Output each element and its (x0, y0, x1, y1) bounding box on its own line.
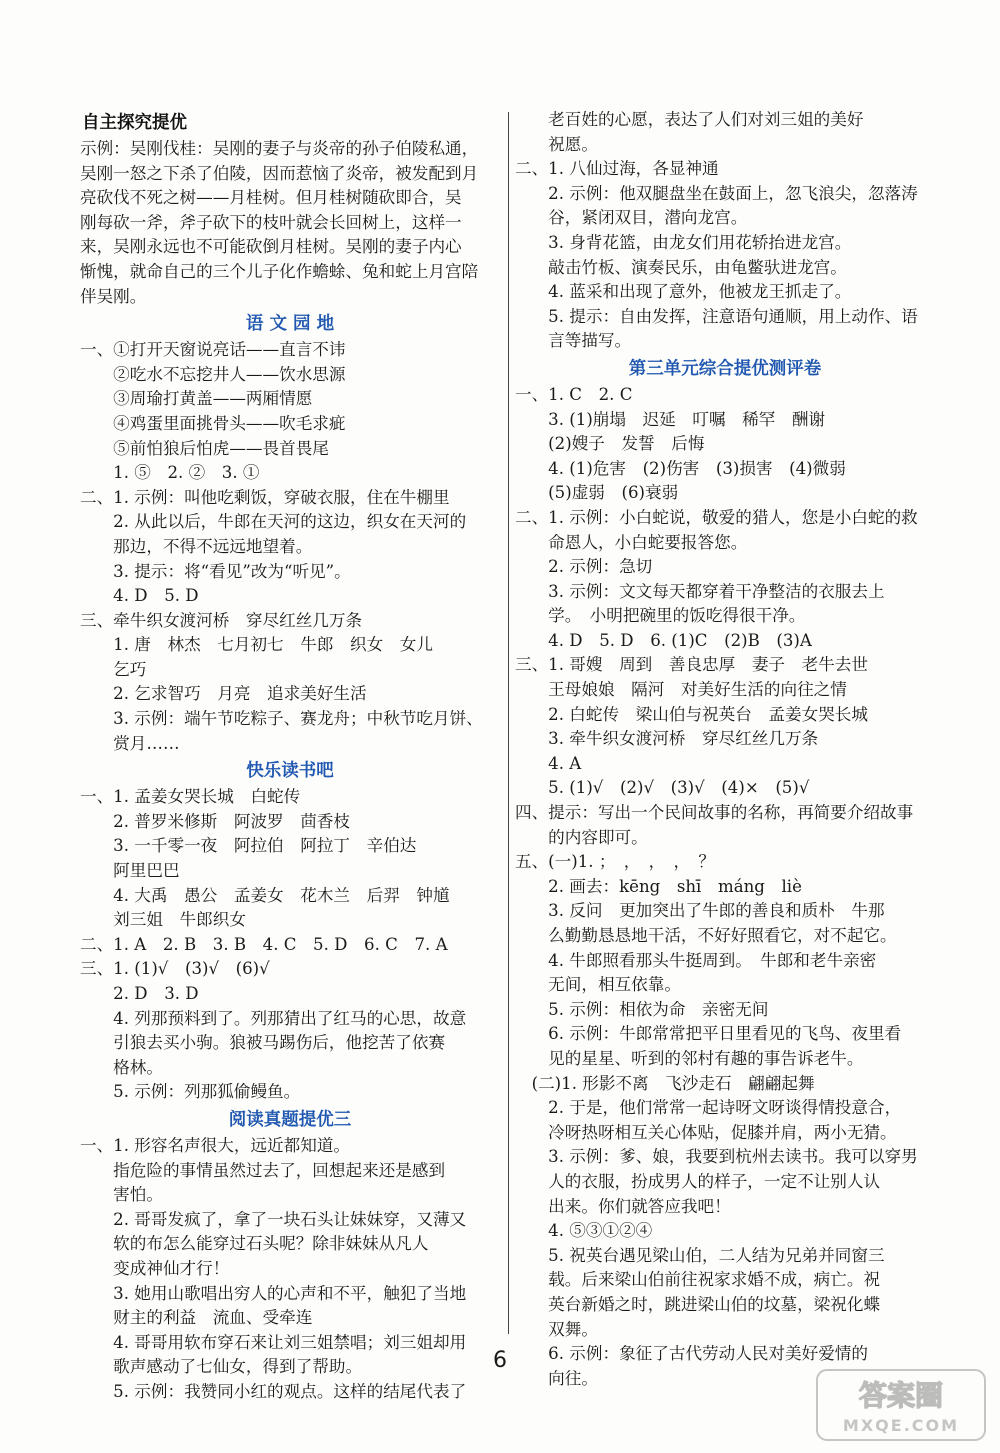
answer-line: 刘三姐 牛郎织女 (80, 910, 246, 930)
answer-line: 二、1. 示例：小白蛇说，敬爱的猎人，您是小白蛇的救 (515, 507, 918, 527)
answer-line: 一、1. 孟姜女哭长城 白蛇传 (80, 787, 301, 807)
answer-line: 2. 哥哥发疯了，拿了一块石头让妹妹穿，又薄又 (80, 1209, 467, 1229)
answer-line: 学。 小明把碗里的饭吃得很干净。 (515, 606, 806, 626)
answer-line: 2. 普罗米修斯 阿波罗 茴香枝 (80, 811, 351, 831)
section-heading: 自主探究提优 (82, 113, 187, 133)
answer-line: 吴刚一怒之下杀了伯陵，因而惹恼了炎帝，被发配到月 (80, 163, 479, 183)
answer-line: 向往。 (515, 1368, 598, 1388)
answer-line: 言等描写。 (515, 331, 632, 351)
answer-line: 2. 从此以后，牛郎在天河的这边，织女在天河的 (80, 512, 467, 532)
answer-line: 么勤勤恳恳地干活，不好好照看它，对不起它。 (515, 926, 897, 945)
answer-line: 4. (1)危害 (2)伤害 (3)损害 (4)微弱 (515, 458, 846, 478)
answer-line: 二、1. A 2. B 3. B 4. C 5. D 6. C 7. A (80, 934, 448, 954)
answer-line: 来，吴刚永远也不可能砍倒月桂树。吴刚的妻子内心 (80, 237, 462, 257)
answer-line: 3. 身背花篮，由龙女们用花轿抬进龙宫。 (515, 232, 852, 252)
answer-line: 害怕。 (80, 1185, 163, 1205)
answer-line: (2)嫂子 发誓 后悔 (515, 434, 705, 454)
answer-line: 4. 牛郎照看那头牛挺周到。 牛郎和老牛亲密 (515, 950, 877, 970)
answer-line: 四、提示：写出一个民间故事的名称，再简要介绍故事 (515, 803, 914, 823)
column-divider (508, 112, 509, 1334)
section-heading: 语 文 园 地 (245, 314, 335, 335)
answer-line: 出来。你们就答应我吧！ (515, 1196, 731, 1216)
answer-line: 五、(一)1. ； ， ， ， ？ (515, 852, 715, 872)
watermark-logo (816, 1369, 986, 1441)
answer-line: 双舞。 (515, 1319, 598, 1339)
answer-line: 3. 提示：将“看见”改为“听见”。 (80, 561, 351, 581)
answer-line: ④鸡蛋里面挑骨头——吹毛求疵 (80, 413, 346, 433)
answer-line: 2. 于是，他们常常一起诗呀文呀谈得情投意合， (515, 1098, 902, 1118)
section-heading: 快乐读书吧 (246, 761, 334, 782)
answer-line: 4. D 5. D 6. (1)C (2)B (3)A (515, 630, 812, 650)
answer-line: 那边，不得不远远地望着。 (80, 536, 313, 556)
page-number: 6 (493, 1348, 507, 1373)
answer-line: 变成神仙才行！ (80, 1258, 230, 1278)
watermark-bottom: MXQE.COM (842, 1416, 960, 1435)
answer-line: 乞巧 (80, 659, 147, 679)
answer-line: 6. 示例：牛郎常常把平日里看见的飞鸟、夜里看 (515, 1024, 902, 1044)
answer-line: 人的衣服，扮成男人的样子，一定不让别人认 (515, 1171, 881, 1191)
answer-line: 3. 示例：文文每天都穿着干净整洁的衣服去上 (515, 581, 885, 601)
answer-line: 三、1. 哥嫂 周到 善良忠厚 妻子 老牛去世 (515, 655, 868, 675)
answer-line: 软的布怎么能穿过石头呢？除非妹妹从凡人 (80, 1234, 429, 1254)
answer-line: 5. 示例：我赞同小红的观点。这样的结尾代表了 (80, 1381, 467, 1401)
answer-line: 4. 列那预料到了。列那猜出了红马的心思，故意 (80, 1008, 467, 1028)
answer-line: (二)1. 形影不离 飞沙走石 翩翩起舞 (515, 1073, 815, 1093)
answer-line: ②吃水不忘挖井人——饮水思源 (80, 364, 346, 384)
answer-line: 3. 反问 更加突出了牛郎的善良和质朴 牛那 (515, 901, 885, 921)
answer-line: 4. 哥哥用软布穿石来让刘三姐禁唱；刘三姐却用 (80, 1332, 467, 1352)
answer-line: 命恩人，小白蛇要报答您。 (515, 532, 748, 552)
answer-line: 示例：吴刚伐桂：吴刚的妻子与炎帝的孙子伯陵私通， (80, 139, 479, 158)
answer-line: 老百姓的心愿，表达了人们对刘三姐的美好 (515, 110, 864, 129)
answer-line: 6. 示例：象征了古代劳动人民对美好爱情的 (515, 1344, 868, 1364)
answer-line: 二、1. 八仙过海，各显神通 (515, 159, 719, 179)
answer-line: 2. 乞求智巧 月亮 追求美好生活 (80, 684, 367, 704)
watermark-top: 答案圈 (858, 1379, 944, 1412)
answer-line: 3. 她用山歌唱出穷人的心声和不平，触犯了当地 (80, 1283, 467, 1303)
answer-line: 4. 大禹 愚公 孟姜女 花木兰 后羿 钟馗 (80, 885, 450, 905)
section-heading: 阅读真题提优三 (228, 1109, 352, 1130)
answer-line: 敲击竹板、演奏民乐，由龟鳖驮进龙宫。 (515, 257, 847, 277)
left-column (80, 108, 500, 1405)
answer-line: 伴吴刚。 (80, 286, 147, 306)
answer-line: 2. D 3. D (80, 984, 199, 1003)
answer-line: 一、①打开天窗说亮话——直言不讳 (80, 340, 346, 360)
answer-line: 4. ⑤③①②④ (515, 1221, 653, 1241)
answer-line: 指危险的事情虽然过去了，回想起来还是感到 (80, 1160, 446, 1180)
answer-line: 刚每砍一斧，斧子砍下的枝叶就会长回树上，这样一 (80, 212, 462, 232)
answer-line: 5. (1)√ (2)√ (3)√ (4)× (5)√ (515, 778, 810, 798)
answer-line: 2. 示例：他双腿盘坐在鼓面上，忽飞浪尖，忽落涛 (515, 183, 918, 203)
answer-line: 惭愧，就命自己的三个儿子化作蟾蜍、兔和蛇上月宫陪 (80, 261, 479, 281)
answer-line: 引狼去买小驹。狼被马踢伤后，他挖苦了依赛 (80, 1033, 446, 1053)
right-column (515, 108, 935, 1391)
answer-line: ⑤前怕狼后怕虎——畏首畏尾 (80, 438, 329, 458)
answer-line: 3. 一千零一夜 阿拉伯 阿拉丁 辛伯达 (80, 836, 417, 856)
answer-line: 2. 白蛇传 梁山伯与祝英台 孟姜女哭长城 (515, 704, 868, 724)
answer-line: ③周瑜打黄盖——两厢情愿 (80, 389, 313, 409)
answer-line: (5)虚弱 (6)衰弱 (515, 483, 679, 503)
answer-line: 1. 唐 林杰 七月初七 牛郎 织女 女儿 (80, 635, 433, 655)
answer-line: 3. 示例：爹、娘，我要到杭州去读书。我可以穿男 (515, 1147, 918, 1167)
answer-line: 4. D 5. D (80, 586, 199, 606)
answer-line: 谷，紧闭双目，潜向龙宫。 (515, 208, 748, 228)
answer-line: 5. 祝英台遇见梁山伯，二人结为兄弟并同窗三 (515, 1245, 885, 1265)
answer-line: 无间，相互依靠。 (515, 975, 681, 995)
answer-line: 一、1. 形容名声很大，远近都知道。 (80, 1135, 351, 1155)
answer-line: 三、牵牛织女渡河桥 穿尽红丝几万条 (80, 610, 363, 630)
answer-line: 的内容即可。 (515, 827, 648, 847)
answer-line: 3. (1)崩塌 迟延 叮嘱 稀罕 酬谢 (515, 409, 826, 429)
answer-line: 3. 示例：端午节吃粽子、赛龙舟；中秋节吃月饼、 (80, 709, 483, 729)
answer-line: 2. 示例：急切 (515, 557, 653, 577)
answer-line: 4. A (515, 753, 582, 773)
answer-line: 歌声感动了七仙女，得到了帮助。 (80, 1357, 363, 1377)
answer-line: 三、1. (1)√ (3)√ (6)√ (80, 959, 270, 979)
answer-line: 2. 画去：kēng shī máng liè (515, 876, 802, 896)
answer-line: 5. 示例：列那狐偷鳗鱼。 (80, 1082, 301, 1102)
answer-line: 祝愿。 (515, 134, 598, 154)
answer-line: 4. 蓝采和出现了意外，他被龙王抓走了。 (515, 282, 852, 302)
answer-line: 1. ⑤ 2. ② 3. ① (80, 463, 260, 483)
answer-line: 格林。 (80, 1057, 163, 1077)
answer-line: 5. 提示：自由发挥，注意语句通顺，用上动作、语 (515, 306, 918, 326)
answer-line: 英台新婚之时，跳进梁山伯的坟墓，梁祝化蝶 (515, 1294, 881, 1314)
section-heading: 第三单元综合提优测评卷 (628, 358, 822, 379)
answer-line: 冷呀热呀相互关心体贴，促膝并肩，两小无猜。 (515, 1122, 897, 1142)
answer-line: 赏月…… (80, 733, 180, 753)
answer-line: 载。后来梁山伯前往祝家求婚不成，病亡。祝 (515, 1270, 881, 1290)
answer-line: 3. 牵牛织女渡河桥 穿尽红丝几万条 (515, 729, 819, 749)
answer-line: 5. 示例：相依为命 亲密无间 (515, 999, 769, 1019)
answer-line: 王母娘娘 隔河 对美好生活的向往之情 (515, 680, 847, 700)
answer-line: 阿里巴巴 (80, 861, 180, 881)
answer-line: 一、1. C 2. C (515, 384, 633, 404)
answer-line: 见的星星、听到的邻村有趣的事告诉老牛。 (515, 1048, 864, 1068)
answer-line: 亮砍伐不死之树——月桂树。但月桂树随砍即合，吴 (80, 188, 462, 208)
answer-line: 财主的利益 流血、受牵连 (80, 1308, 313, 1328)
answer-line: 二、1. 示例：叫他吃剩饭，穿破衣服，住在牛棚里 (80, 487, 450, 507)
